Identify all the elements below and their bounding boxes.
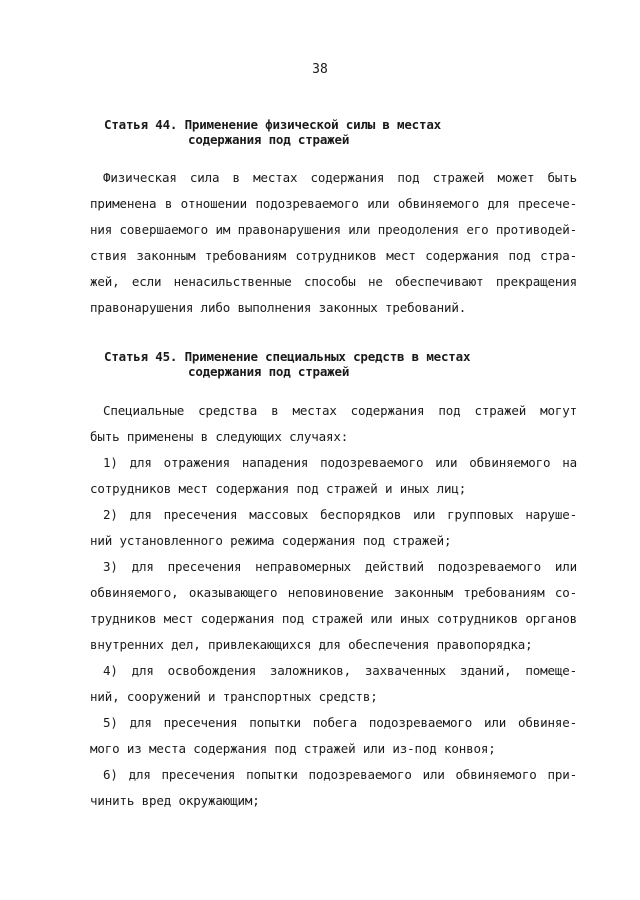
list-item-3-line: трудников мест содержания под стражей или иных сотрудников органов bbox=[90, 611, 577, 626]
article-45-heading-line1: Статья 45. Применение специальных средств в местах bbox=[104, 349, 471, 364]
article-45-body bbox=[90, 398, 577, 814]
list-item-1-line: сотрудников мест содержания под стражей и иных лиц; bbox=[90, 481, 467, 496]
list-item-3-line: 3) для пресечения неправомерных действий подозреваемого или bbox=[103, 559, 577, 574]
article-45-heading bbox=[104, 349, 470, 379]
list-item-5-line: мого из места содержания под стражей или из-под конвоя; bbox=[90, 741, 496, 756]
list-item-6-line: 6) для пресечения попытки подозреваемого или обвиняемого при- bbox=[103, 767, 577, 782]
text-line: быть применены в следующих случаях: bbox=[90, 429, 349, 444]
list-item-3-line: обвиняемого, оказывающего неповиновение законным требованиям со- bbox=[90, 585, 577, 600]
list-item-5-line: 5) для пресечения попытки побега подозреваемого или обвиняе- bbox=[103, 715, 577, 730]
article-45-heading-line2: содержания под стражей bbox=[188, 364, 350, 379]
text-line: ния совершаемого им правонарушения или преодоления его противодей- bbox=[90, 222, 577, 237]
article-44-paragraph-1 bbox=[90, 165, 577, 321]
list-item-4-line: 4) для освобождения заложников, захваченных зданий, помеще- bbox=[103, 663, 577, 678]
text-line: правонарушения либо выполнения законных требований. bbox=[90, 300, 467, 315]
text-line: жей, если ненасильственные способы не обеспечивают прекращения bbox=[90, 274, 577, 289]
list-item-2-line: ний установленного режима содержания под стражей; bbox=[90, 533, 452, 548]
list-item-3-line: внутренних дел, привлекающихся для обеспечения правопорядка; bbox=[90, 637, 533, 652]
page-number: 38 bbox=[312, 62, 328, 77]
text-line: ствия законным требованиям сотрудников мест содержания под стра- bbox=[90, 248, 577, 263]
list-item-4-line: ний, сооружений и транспортных средств; bbox=[90, 689, 378, 704]
list-item-6-line: чинить вред окружающим; bbox=[90, 793, 260, 808]
text-line: Физическая сила в местах содержания под стражей может быть bbox=[103, 170, 577, 185]
text-line: Специальные средства в местах содержания под стражей могут bbox=[103, 403, 577, 418]
article-44-heading bbox=[104, 117, 441, 147]
list-item-1-line: 1) для отражения нападения подозреваемого или обвиняемого на bbox=[103, 455, 577, 470]
text-line: применена в отношении подозреваемого или обвиняемого для пресече- bbox=[90, 196, 577, 211]
list-item-2-line: 2) для пресечения массовых беспорядков или групповых наруше- bbox=[103, 507, 577, 522]
article-44-heading-line2: содержания под стражей bbox=[188, 132, 350, 147]
article-44-heading-line1: Статья 44. Применение физической силы в местах bbox=[104, 117, 441, 132]
